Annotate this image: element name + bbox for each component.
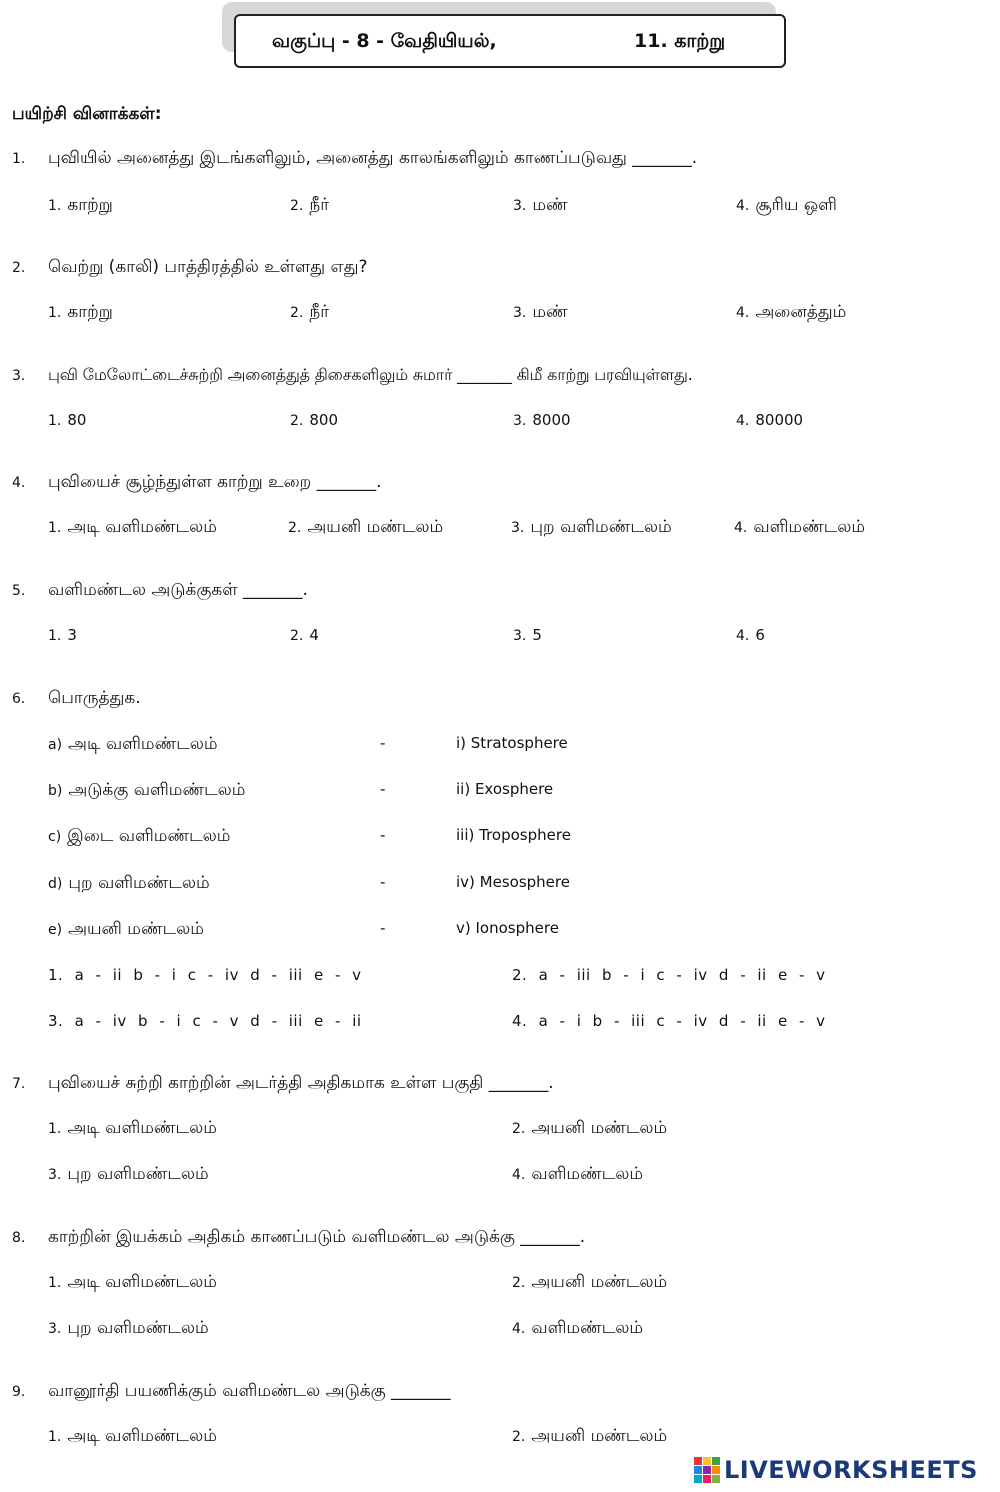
option[interactable]: 4. 6 — [736, 626, 765, 644]
question-7: 7. புவியைச் சுற்றி காற்றின் அடர்த்தி அதிகமாக உள்ள பகுதி _______. — [12, 1073, 554, 1093]
option[interactable]: 4. 80000 — [736, 411, 804, 429]
option[interactable]: 4. சூரிய ஒளி — [736, 195, 837, 215]
question-8: 8. காற்றின் இயக்கம் அதிகம் காணப்படும் வளிமண்டல அடுக்கு _______. — [12, 1227, 586, 1247]
worksheet-header — [234, 14, 786, 68]
logo-tile — [694, 1457, 702, 1465]
match-option-4[interactable]: 4. a - i b - iii c - iv d - ii e - v — [512, 1012, 826, 1030]
option[interactable]: 4. வளிமண்டலம் — [512, 1164, 644, 1184]
question-6: 6. பொருத்துக. — [12, 688, 141, 708]
option[interactable]: 1. 80 — [48, 411, 87, 429]
logo-tile — [694, 1475, 702, 1483]
option[interactable]: 3. புற வளிமண்டலம் — [48, 1164, 209, 1184]
question-text: புவியைச் சூழ்ந்துள்ள காற்று உறை _______. — [48, 472, 382, 492]
logo-tile — [712, 1475, 720, 1483]
section-title: பயிற்சி வினாக்கள்: — [12, 104, 162, 124]
header-lesson-title: 11. காற்று — [634, 30, 726, 52]
logo-tile — [703, 1466, 711, 1474]
option[interactable]: 4. அனைத்தும் — [736, 302, 847, 322]
match-option-3[interactable]: 3. a - iv b - i c - v d - iii e - ii — [48, 1012, 362, 1030]
option[interactable]: 1. அடி வளிமண்டலம் — [48, 1426, 217, 1446]
option[interactable]: 3. 5 — [513, 626, 542, 644]
option[interactable]: 2. நீர் — [290, 195, 330, 215]
logo-grid-icon — [694, 1457, 720, 1483]
option[interactable]: 2. அயனி மண்டலம் — [512, 1118, 668, 1138]
option[interactable]: 2. 800 — [290, 411, 338, 429]
question-1: 1. புவியில் அனைத்து இடங்களிலும், அனைத்து காலங்களிலும் காணப்படுவது _______. — [12, 148, 698, 168]
option[interactable]: 1. காற்று — [48, 302, 113, 322]
question-4: 4. புவியைச் சூழ்ந்துள்ள காற்று உறை _______. — [12, 472, 382, 492]
option[interactable]: 2. நீர் — [290, 302, 330, 322]
question-text: வெற்று (காலி) பாத்திரத்தில் உள்ளது எது? — [48, 257, 368, 277]
option[interactable]: 2. அயனி மண்டலம் — [288, 517, 444, 537]
option[interactable]: 4. வளிமண்டலம் — [734, 517, 866, 537]
logo-tile — [712, 1457, 720, 1465]
liveworksheets-logo[interactable] — [694, 1455, 978, 1485]
logo-tile — [703, 1457, 711, 1465]
option[interactable]: 1. அடி வளிமண்டலம் — [48, 517, 217, 537]
question-text: காற்றின் இயக்கம் அதிகம் காணப்படும் வளிமண்டல அடுக்கு _______. — [48, 1227, 586, 1247]
option[interactable]: 4. வளிமண்டலம் — [512, 1318, 644, 1338]
option[interactable]: 2. அயனி மண்டலம் — [512, 1426, 668, 1446]
logo-tile — [712, 1466, 720, 1474]
logo-tile — [703, 1475, 711, 1483]
option[interactable]: 1. 3 — [48, 626, 77, 644]
question-3: 3. புவி மேலோட்டைச்சுற்றி அனைத்துத் திசைகளிலும் சுமார் _______ கிமீ காற்று பரவியுள்ளது. — [12, 365, 693, 384]
option[interactable]: 3. மண் — [513, 302, 568, 322]
question-9: 9. வானூர்தி பயணிக்கும் வளிமண்டல அடுக்கு _______ — [12, 1381, 451, 1401]
question-text: புவியில் அனைத்து இடங்களிலும், அனைத்து காலங்களிலும் காணப்படுவது _______. — [48, 148, 698, 168]
match-option-2[interactable]: 2. a - iii b - i c - iv d - ii e - v — [512, 966, 826, 984]
question-text: புவி மேலோட்டைச்சுற்றி அனைத்துத் திசைகளிலும் சுமார் _______ கிமீ காற்று பரவியுள்ளது. — [48, 365, 693, 384]
question-2: 2. வெற்று (காலி) பாத்திரத்தில் உள்ளது எது? — [12, 257, 368, 277]
question-text: பொருத்துக. — [48, 688, 141, 708]
option[interactable]: 3. புற வளிமண்டலம் — [48, 1318, 209, 1338]
logo-text: LIVEWORKSHEETS — [724, 1456, 978, 1484]
logo-tile — [694, 1466, 702, 1474]
question-text: வானூர்தி பயணிக்கும் வளிமண்டல அடுக்கு _______ — [48, 1381, 451, 1401]
option[interactable]: 3. புற வளிமண்டலம் — [511, 517, 672, 537]
question-5: 5. வளிமண்டல அடுக்குகள் _______. — [12, 580, 308, 600]
question-text: புவியைச் சுற்றி காற்றின் அடர்த்தி அதிகமாக உள்ள பகுதி _______. — [48, 1073, 554, 1093]
option[interactable]: 3. 8000 — [513, 411, 571, 429]
match-option-1[interactable]: 1. a - ii b - i c - iv d - iii e - v — [48, 966, 362, 984]
option[interactable]: 1. அடி வளிமண்டலம் — [48, 1118, 217, 1138]
option[interactable]: 1. அடி வளிமண்டலம் — [48, 1272, 217, 1292]
option[interactable]: 2. அயனி மண்டலம் — [512, 1272, 668, 1292]
option[interactable]: 3. மண் — [513, 195, 568, 215]
option[interactable]: 2. 4 — [290, 626, 319, 644]
header-class-subject: வகுப்பு - 8 - வேதியியல், — [272, 30, 497, 52]
question-text: வளிமண்டல அடுக்குகள் _______. — [48, 580, 308, 600]
option[interactable]: 1. காற்று — [48, 195, 113, 215]
